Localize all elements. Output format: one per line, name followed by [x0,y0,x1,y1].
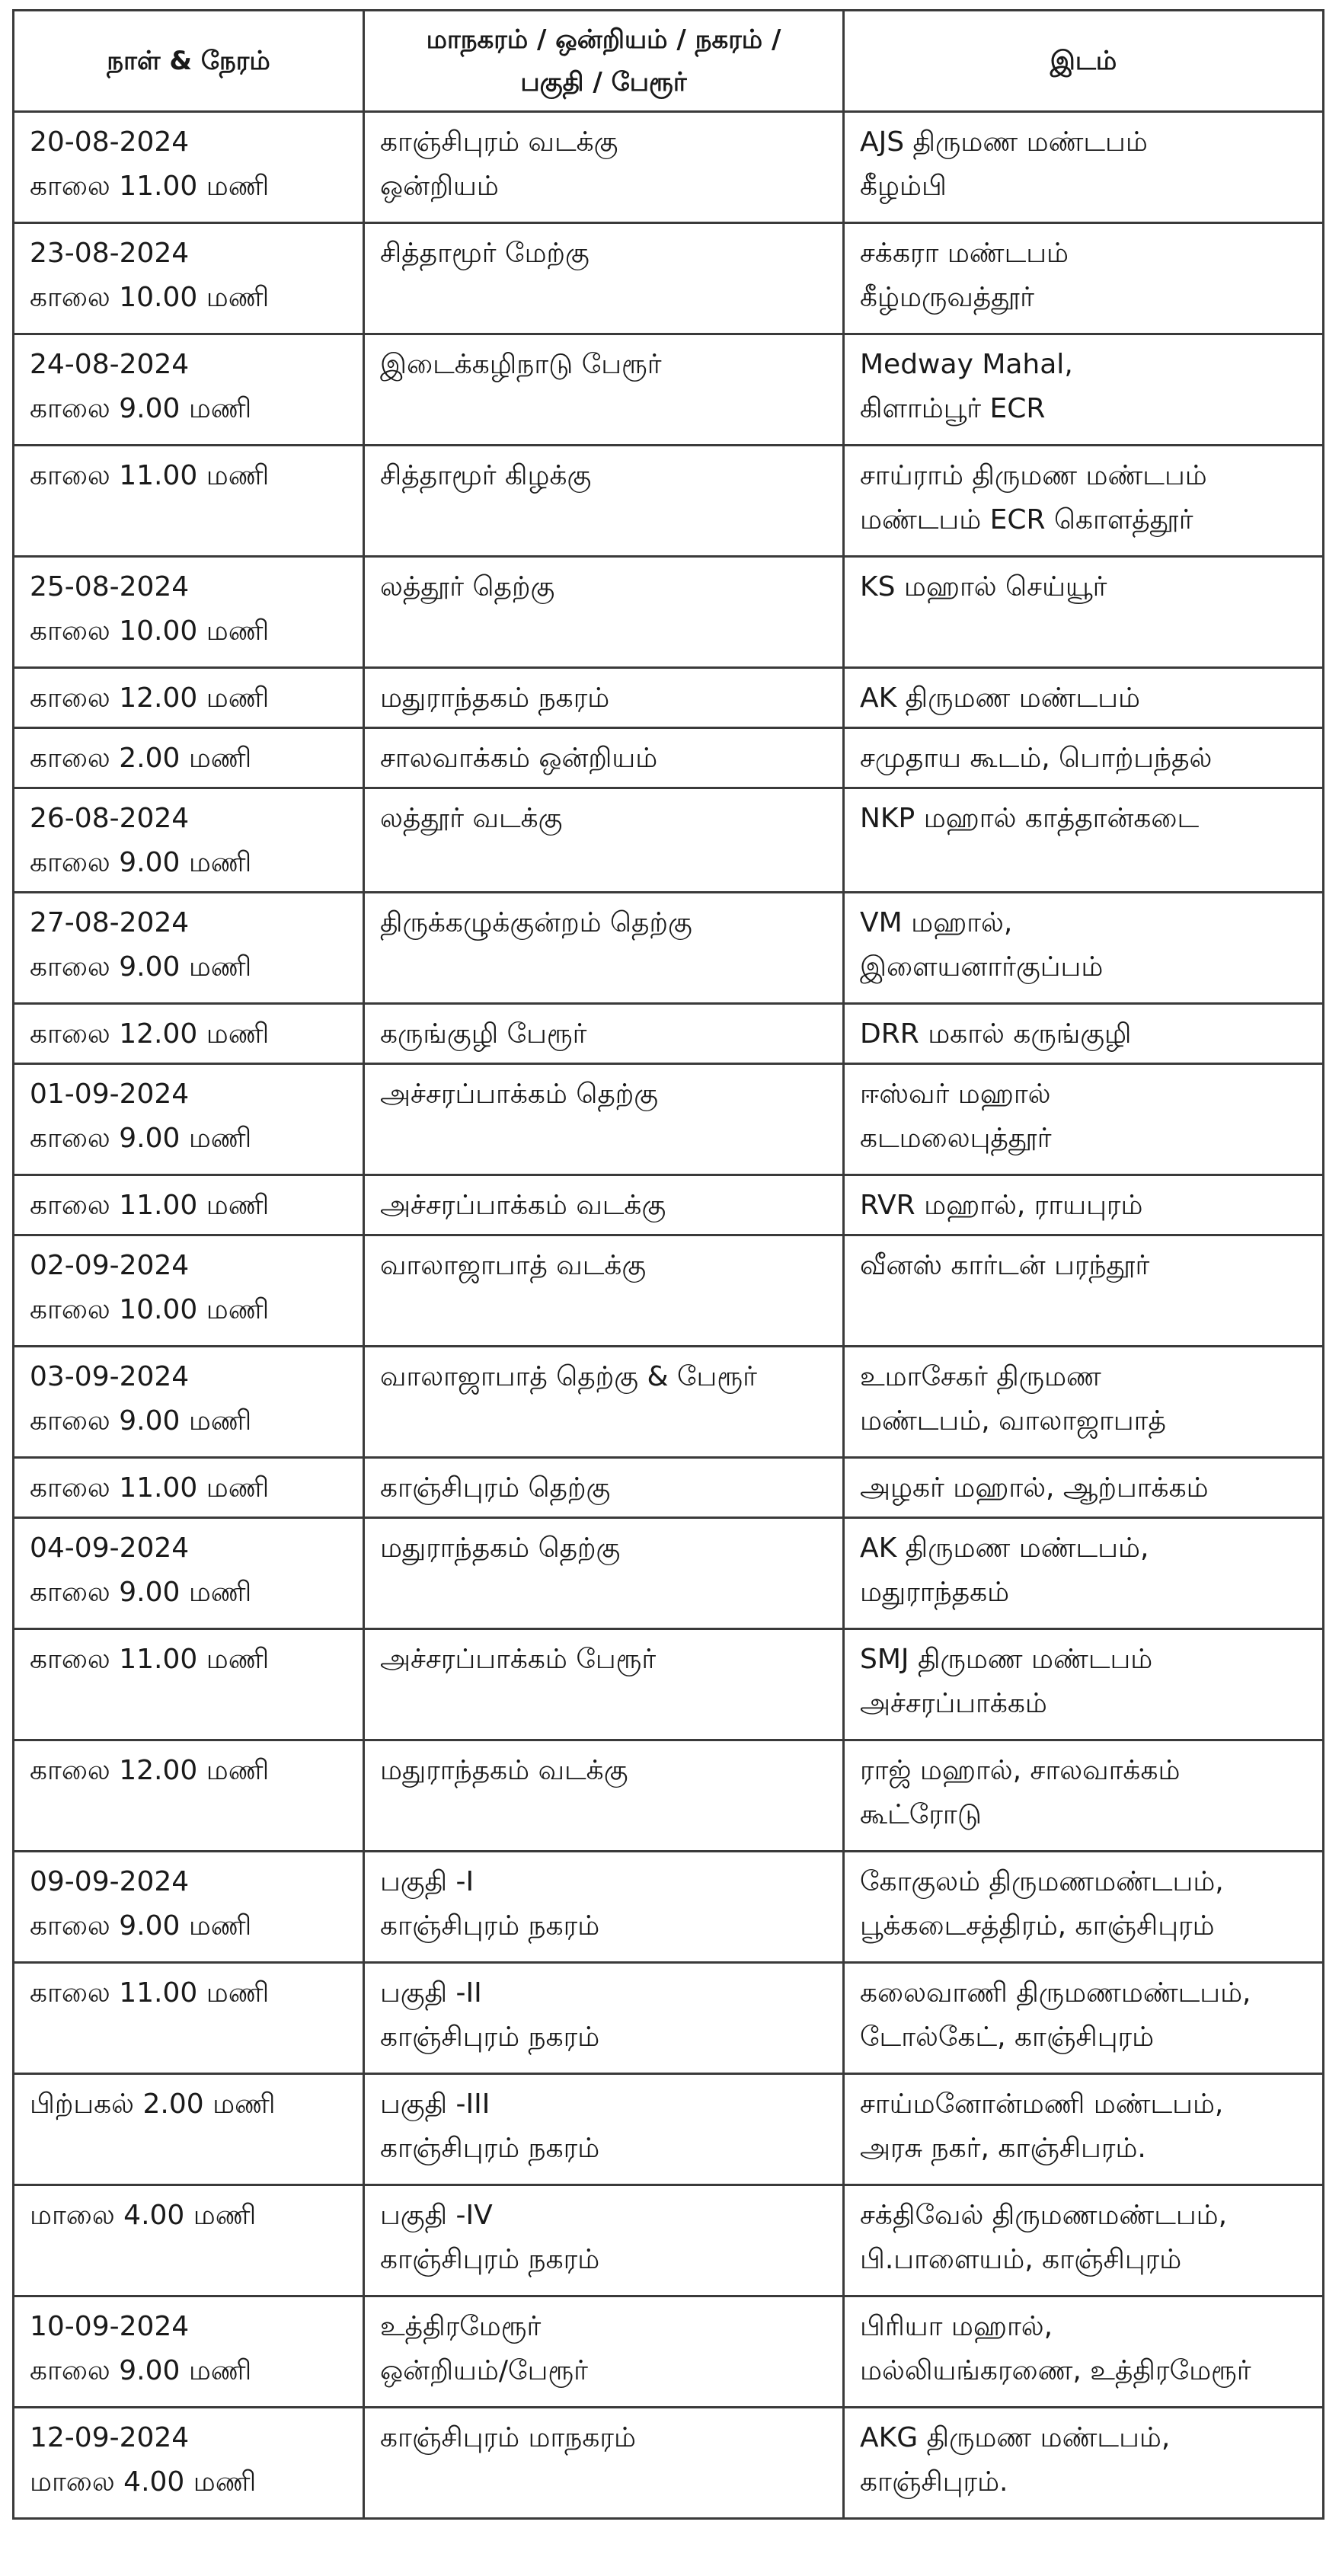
date-text: காலை 11.00 மணி [30,1190,270,1221]
table-row [14,788,1324,893]
table-row [14,223,1324,334]
venue-line2: கிளாம்பூர் ECR [860,393,1046,424]
cell-venue [844,1963,1324,2074]
area-line1: திருக்கழுக்குன்றம் தெற்கு [380,907,692,938]
cell-date-time [14,1963,364,2074]
table-row [14,1175,1324,1235]
time-text: காலை 10.00 மணி [30,1294,270,1325]
venue-line1: AK திருமண மண்டபம் [860,682,1140,714]
time-text: காலை 11.00 மணி [30,171,270,202]
venue-line1: கோகுலம் திருமணமண்டபம், [860,1866,1224,1897]
venue-line1: அழகர் மஹால், ஆற்பாக்கம் [860,1472,1209,1504]
area-line1: பகுதி -IV [380,2200,493,2231]
cell-date-time [14,2408,364,2519]
cell-area [364,2408,844,2519]
cell-area [364,1004,844,1064]
time-text: காலை 9.00 மணி [30,1577,252,1608]
cell-date-time [14,1852,364,1963]
time-text: காலை 9.00 மணி [30,393,252,424]
venue-line2: கீழம்பி [860,171,947,202]
cell-area [364,1458,844,1518]
table-row [14,446,1324,557]
area-line2: காஞ்சிபுரம் நகரம் [380,2133,600,2164]
date-text: 24-08-2024 [30,349,190,380]
cell-date-time [14,1518,364,1629]
cell-date-time [14,112,364,223]
venue-line1: KS மஹால் செய்யூர் [860,571,1107,602]
area-line1: காஞ்சிபுரம் மாநகரம் [380,2422,636,2453]
cell-venue [844,1347,1324,1458]
cell-date-time [14,1235,364,1347]
area-line1: கருங்குழி பேரூர் [380,1018,587,1050]
time-text: காலை 9.00 மணி [30,1405,252,1437]
venue-line2: கீழ்மருவத்தூர் [860,282,1034,313]
date-text: 02-09-2024 [30,1250,190,1281]
table-row [14,557,1324,668]
cell-area [364,334,844,446]
cell-area [364,2185,844,2296]
area-line1: மதுராந்தகம் நகரம் [380,682,610,714]
date-text: 25-08-2024 [30,571,190,602]
cell-area [364,557,844,668]
schedule-body [14,112,1324,2519]
cell-venue [844,668,1324,728]
venue-line1: Medway Mahal, [860,349,1073,380]
cell-area [364,446,844,557]
venue-line2: மண்டபம், வாலாஜாபாத் [860,1405,1166,1437]
cell-venue [844,728,1324,788]
table-row [14,1064,1324,1175]
venue-line1: ஈஸ்வர் மஹால் [860,1079,1051,1110]
header-area-line1: மாநகரம் / ஒன்றியம் / நகரம் / [426,24,781,55]
cell-venue [844,893,1324,1004]
area-line1: லத்தூர் வடக்கு [380,803,563,834]
cell-date-time [14,2296,364,2408]
area-line2: காஞ்சிபுரம் நகரம் [380,2021,600,2053]
cell-venue [844,223,1324,334]
venue-line1: DRR மகால் கருங்குழி [860,1018,1132,1050]
venue-line1: பிரியா மஹால், [860,2311,1053,2342]
area-line1: காஞ்சிபுரம் தெற்கு [380,1472,611,1504]
cell-venue [844,1064,1324,1175]
table-row [14,1740,1324,1852]
table-row [14,728,1324,788]
cell-date-time [14,557,364,668]
area-line1: வாலாஜாபாத் தெற்கு & பேரூர் [380,1361,757,1392]
cell-venue [844,446,1324,557]
cell-venue [844,2296,1324,2408]
header-date-time-label: நாள் & நேரம் [107,46,270,76]
table-row [14,1518,1324,1629]
table-row [14,1458,1324,1518]
table-row [14,668,1324,728]
cell-area [364,1740,844,1852]
table-row [14,1852,1324,1963]
table-row [14,2296,1324,2408]
venue-line2: பி.பாளையம், காஞ்சிபுரம் [860,2244,1182,2275]
area-line1: பகுதி -I [380,1866,474,1897]
cell-venue [844,788,1324,893]
venue-line1: NKP மஹால் காத்தான்கடை [860,803,1200,834]
cell-date-time [14,1175,364,1235]
date-text: 20-08-2024 [30,126,190,158]
venue-line2: மல்லியங்கரணை, உத்திரமேரூர் [860,2355,1251,2386]
cell-date-time [14,893,364,1004]
venue-line1: SMJ திருமண மண்டபம் [860,1644,1153,1675]
header-venue [844,11,1324,112]
venue-line1: சமுதாய கூடம், பொற்பந்தல் [860,743,1213,774]
cell-date-time [14,1629,364,1740]
cell-area [364,2296,844,2408]
date-text: காலை 2.00 மணி [30,743,252,774]
venue-line2: மதுராந்தகம் [860,1577,1010,1608]
cell-venue [844,2185,1324,2296]
cell-date-time [14,788,364,893]
header-row [14,11,1324,112]
cell-area [364,1235,844,1347]
schedule-sheet [12,9,1322,2520]
cell-area [364,1629,844,1740]
header-area [364,11,844,112]
cell-venue [844,112,1324,223]
area-line1: லத்தூர் தெற்கு [380,571,555,602]
cell-area [364,1064,844,1175]
time-text: காலை 10.00 மணி [30,615,270,647]
cell-venue [844,334,1324,446]
venue-line2: இளையனார்குப்பம் [860,951,1104,983]
area-line2: காஞ்சிபுரம் நகரம் [380,1910,600,1942]
time-text: காலை 9.00 மணி [30,2355,252,2386]
cell-date-time [14,1064,364,1175]
table-row [14,1629,1324,1740]
time-text: காலை 9.00 மணி [30,1123,252,1154]
cell-venue [844,1235,1324,1347]
area-line1: மதுராந்தகம் தெற்கு [380,1532,621,1564]
cell-area [364,1963,844,2074]
cell-venue [844,1458,1324,1518]
area-line1: இடைக்கழிநாடு பேரூர் [380,349,662,380]
cell-venue [844,1004,1324,1064]
area-line2: காஞ்சிபுரம் நகரம் [380,2244,600,2275]
date-text: காலை 11.00 மணி [30,1977,270,2009]
cell-date-time [14,334,364,446]
cell-area [364,1347,844,1458]
venue-line2: கடமலைபுத்தூர் [860,1123,1052,1154]
cell-date-time [14,1347,364,1458]
cell-area [364,1175,844,1235]
table-row [14,1235,1324,1347]
date-text: காலை 12.00 மணி [30,682,270,714]
date-text: பிற்பகல் 2.00 மணி [30,2089,276,2120]
cell-date-time [14,2074,364,2185]
table-row [14,2185,1324,2296]
date-text: 01-09-2024 [30,1079,190,1110]
date-text: காலை 12.00 மணி [30,1018,270,1050]
date-text: காலை 11.00 மணி [30,1472,270,1504]
venue-line1: RVR மஹால், ராயபுரம் [860,1190,1143,1221]
area-line1: மதுராந்தகம் வடக்கு [380,1755,628,1786]
cell-date-time [14,223,364,334]
cell-date-time [14,728,364,788]
venue-line2: அரசு நகர், காஞ்சிபரம். [860,2133,1146,2164]
date-text: 23-08-2024 [30,238,190,269]
schedule-table [12,9,1324,2520]
area-line1: அச்சரப்பாக்கம் பேரூர் [380,1644,657,1675]
area-line1: பகுதி -II [380,1977,482,2009]
venue-line1: VM மஹால், [860,907,1013,938]
venue-line1: AKG திருமண மண்டபம், [860,2422,1171,2453]
cell-date-time [14,1004,364,1064]
time-text: மாலை 4.00 மணி [30,2466,257,2498]
table-row [14,1963,1324,2074]
venue-line2: காஞ்சிபுரம். [860,2466,1008,2498]
venue-line2: டோல்கேட், காஞ்சிபுரம் [860,2021,1155,2053]
table-row [14,1347,1324,1458]
header-date-time [14,11,364,112]
cell-venue [844,1629,1324,1740]
table-row [14,2408,1324,2519]
date-text: காலை 11.00 மணி [30,1644,270,1675]
table-row [14,2074,1324,2185]
area-line1: அச்சரப்பாக்கம் வடக்கு [380,1190,666,1221]
venue-line1: உமாசேகர் திருமண [860,1361,1101,1392]
table-row [14,112,1324,223]
date-text: 10-09-2024 [30,2311,190,2342]
venue-line1: AK திருமண மண்டபம், [860,1532,1149,1564]
cell-area [364,223,844,334]
venue-line1: சாய்ராம் திருமண மண்டபம் [860,460,1207,491]
date-text: மாலை 4.00 மணி [30,2200,257,2231]
cell-venue [844,1175,1324,1235]
header-venue-label: இடம் [1050,46,1117,76]
time-text: காலை 9.00 மணி [30,1910,252,1942]
venue-line2: கூட்ரோடு [860,1799,982,1830]
cell-venue [844,1852,1324,1963]
table-row [14,1004,1324,1064]
cell-area [364,668,844,728]
table-row [14,334,1324,446]
cell-area [364,112,844,223]
cell-venue [844,1740,1324,1852]
cell-area [364,1518,844,1629]
date-text: 03-09-2024 [30,1361,190,1392]
date-text: 04-09-2024 [30,1532,190,1564]
cell-venue [844,557,1324,668]
area-line1: அச்சரப்பாக்கம் தெற்கு [380,1079,659,1110]
cell-date-time [14,668,364,728]
venue-line2: மண்டபம் ECR கொளத்தூர் [860,504,1193,535]
venue-line1: ராஜ் மஹால், சாலவாக்கம் [860,1755,1181,1786]
table-row [14,893,1324,1004]
cell-date-time [14,1458,364,1518]
date-text: 09-09-2024 [30,1866,190,1897]
cell-date-time [14,446,364,557]
area-line2: ஒன்றியம் [380,171,499,202]
venue-line1: சக்திவேல் திருமணமண்டபம், [860,2200,1228,2231]
cell-area [364,893,844,1004]
cell-area [364,788,844,893]
venue-line1: சக்கரா மண்டபம் [860,238,1069,269]
header-area-line2: பகுதி / பேரூர் [520,67,687,97]
venue-line1: வீனஸ் கார்டன் பரந்தூர் [860,1250,1150,1281]
venue-line1: சாய்மனோன்மணி மண்டபம், [860,2089,1224,2120]
area-line1: வாலாஜாபாத் வடக்கு [380,1250,647,1281]
area-line2: ஒன்றியம்/பேரூர் [380,2355,588,2386]
area-line1: சித்தாமூர் மேற்கு [380,238,590,269]
cell-venue [844,2074,1324,2185]
venue-line1: கலைவாணி திருமணமண்டபம், [860,1977,1251,2009]
cell-venue [844,1518,1324,1629]
date-text: 27-08-2024 [30,907,190,938]
cell-venue [844,2408,1324,2519]
time-text: காலை 9.00 மணி [30,847,252,878]
date-text: 12-09-2024 [30,2422,190,2453]
cell-date-time [14,1740,364,1852]
venue-line2: அச்சரப்பாக்கம் [860,1688,1047,1719]
time-text: காலை 9.00 மணி [30,951,252,983]
cell-area [364,1852,844,1963]
area-line1: பகுதி -III [380,2089,490,2120]
area-line1: காஞ்சிபுரம் வடக்கு [380,126,618,158]
venue-line1: AJS திருமண மண்டபம் [860,126,1148,158]
area-line1: சித்தாமூர் கிழக்கு [380,460,592,491]
area-line1: உத்திரமேரூர் [380,2311,542,2342]
cell-date-time [14,2185,364,2296]
date-text: காலை 11.00 மணி [30,460,270,491]
time-text: காலை 10.00 மணி [30,282,270,313]
date-text: காலை 12.00 மணி [30,1755,270,1786]
date-text: 26-08-2024 [30,803,190,834]
area-line1: சாலவாக்கம் ஒன்றியம் [380,743,658,774]
venue-line2: பூக்கடைசத்திரம், காஞ்சிபுரம் [860,1910,1215,1942]
cell-area [364,2074,844,2185]
cell-area [364,728,844,788]
